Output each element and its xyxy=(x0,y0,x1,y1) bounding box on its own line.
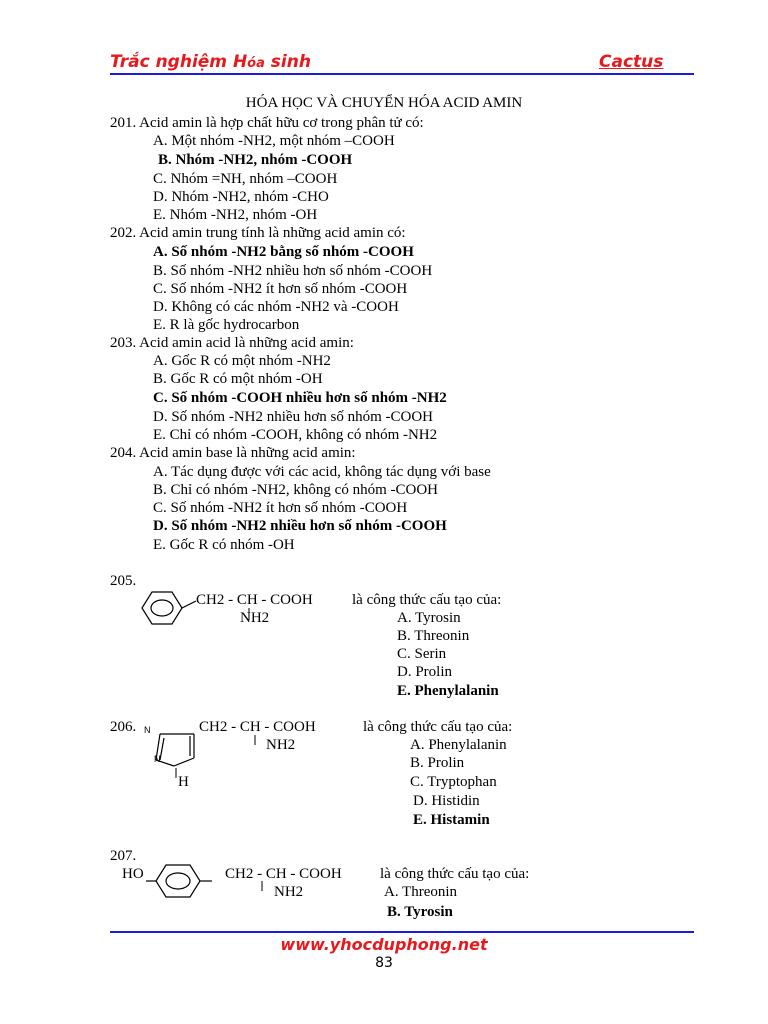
option-205-b: B. Threonin xyxy=(397,628,470,644)
formula-206-nh2: NH2 xyxy=(266,737,296,753)
option-207-b: B. Tyrosin xyxy=(387,904,453,920)
formula-205-chain: CH2 - CH - COOH xyxy=(196,592,313,608)
option-205-e: E. Phenylalanin xyxy=(397,683,499,699)
option-203-a: A. Gốc R có một nhóm -NH2 xyxy=(153,353,331,369)
option-201-a: A. Một nhóm -NH2, một nhóm –COOH xyxy=(153,133,395,149)
formula-205-nh2: NH2 xyxy=(240,610,270,626)
option-204-e: E. Gốc R có nhóm -OH xyxy=(153,537,295,553)
option-204-b: B. Chỉ có nhóm -NH2, không có nhóm -COOH xyxy=(153,482,438,498)
option-204-d: D. Số nhóm -NH2 nhiều hơn số nhóm -COOH xyxy=(153,518,447,534)
page-title: HÓA HỌC VÀ CHUYỂN HÓA ACID AMIN xyxy=(245,95,523,111)
header-title: Trắc nghiệm Hóa sinh xyxy=(110,52,311,72)
formula-207-bond xyxy=(259,881,265,893)
option-202-a: A. Số nhóm -NH2 bằng số nhóm -COOH xyxy=(153,244,414,260)
question-206-prompt: là công thức cấu tạo của: xyxy=(363,719,513,735)
phenol-ring-icon xyxy=(146,861,216,901)
formula-207-ho: HO xyxy=(122,866,144,882)
option-206-a: A. Phenylalanin xyxy=(410,737,507,753)
option-205-a: A. Tyrosin xyxy=(397,610,461,626)
question-207-prompt: là công thức cấu tạo của: xyxy=(380,866,530,882)
question-205-prompt: là công thức cấu tạo của: xyxy=(352,592,502,608)
option-203-e: E. Chỉ có nhóm -COOH, không có nhóm -NH2 xyxy=(153,427,438,443)
option-206-c: C. Tryptophan xyxy=(410,774,497,790)
option-201-c: C. Nhóm =NH, nhóm –COOH xyxy=(153,171,338,187)
option-203-c: C. Số nhóm -COOH nhiều hơn số nhóm -NH2 xyxy=(153,390,447,406)
header-rule xyxy=(110,73,694,75)
option-201-b: B. Nhóm -NH2, nhóm -COOH xyxy=(158,152,353,168)
question-207-number: 207. xyxy=(110,848,137,864)
question-204: 204. Acid amin base là những acid amin: xyxy=(110,445,356,461)
option-207-a: A. Threonin xyxy=(384,884,458,900)
option-203-d: D. Số nhóm -NH2 nhiều hơn số nhóm -COOH xyxy=(153,409,434,425)
option-204-c: C. Số nhóm -NH2 ít hơn số nhóm -COOH xyxy=(153,500,408,516)
question-202: 202. Acid amin trung tính là những acid amin có: xyxy=(110,225,406,241)
formula-206-n-bottom: N xyxy=(154,754,161,764)
footer-url[interactable]: www.yhocduphong.net xyxy=(280,935,488,954)
option-201-d: D. Nhóm -NH2, nhóm -CHO xyxy=(153,189,329,205)
formula-206-chain: CH2 - CH - COOH xyxy=(199,719,316,735)
option-203-b: B. Gốc R có một nhóm -OH xyxy=(153,371,323,387)
option-201-e: E. Nhóm -NH2, nhóm -OH xyxy=(153,207,318,223)
option-206-d: D. Histidin xyxy=(413,793,480,809)
option-205-d: D. Prolin xyxy=(397,664,453,680)
option-205-c: C. Serin xyxy=(397,646,447,662)
option-206-e: E. Histamin xyxy=(413,812,490,828)
formula-207-nh2: NH2 xyxy=(274,884,304,900)
formula-207-chain: CH2 - CH - COOH xyxy=(225,866,342,882)
option-206-b: B. Prolin xyxy=(410,755,465,771)
question-201: 201. Acid amin là hợp chất hữu cơ trong phân tử có: xyxy=(110,115,424,131)
benzene-ring-icon xyxy=(134,588,200,628)
formula-206-bond xyxy=(252,735,258,747)
formula-206-h: H xyxy=(178,774,189,790)
page-number: 83 xyxy=(375,955,393,971)
option-202-d: D. Không có các nhóm -NH2 và -COOH xyxy=(153,299,399,315)
footer-rule xyxy=(110,931,694,933)
header-author: Cactus xyxy=(599,52,664,72)
formula-206-n-top: N xyxy=(144,725,151,735)
question-206-number: 206. xyxy=(110,719,137,735)
question-205-number: 205. xyxy=(110,573,137,589)
question-203: 203. Acid amin acid là những acid amin: xyxy=(110,335,354,351)
option-202-c: C. Số nhóm -NH2 ít hơn số nhóm -COOH xyxy=(153,281,408,297)
option-202-e: E. R là gốc hydrocarbon xyxy=(153,317,300,333)
option-204-a: A. Tác dụng được với các acid, không tác dụng với base xyxy=(153,464,491,480)
option-202-b: B. Số nhóm -NH2 nhiều hơn số nhóm -COOH xyxy=(153,263,433,279)
